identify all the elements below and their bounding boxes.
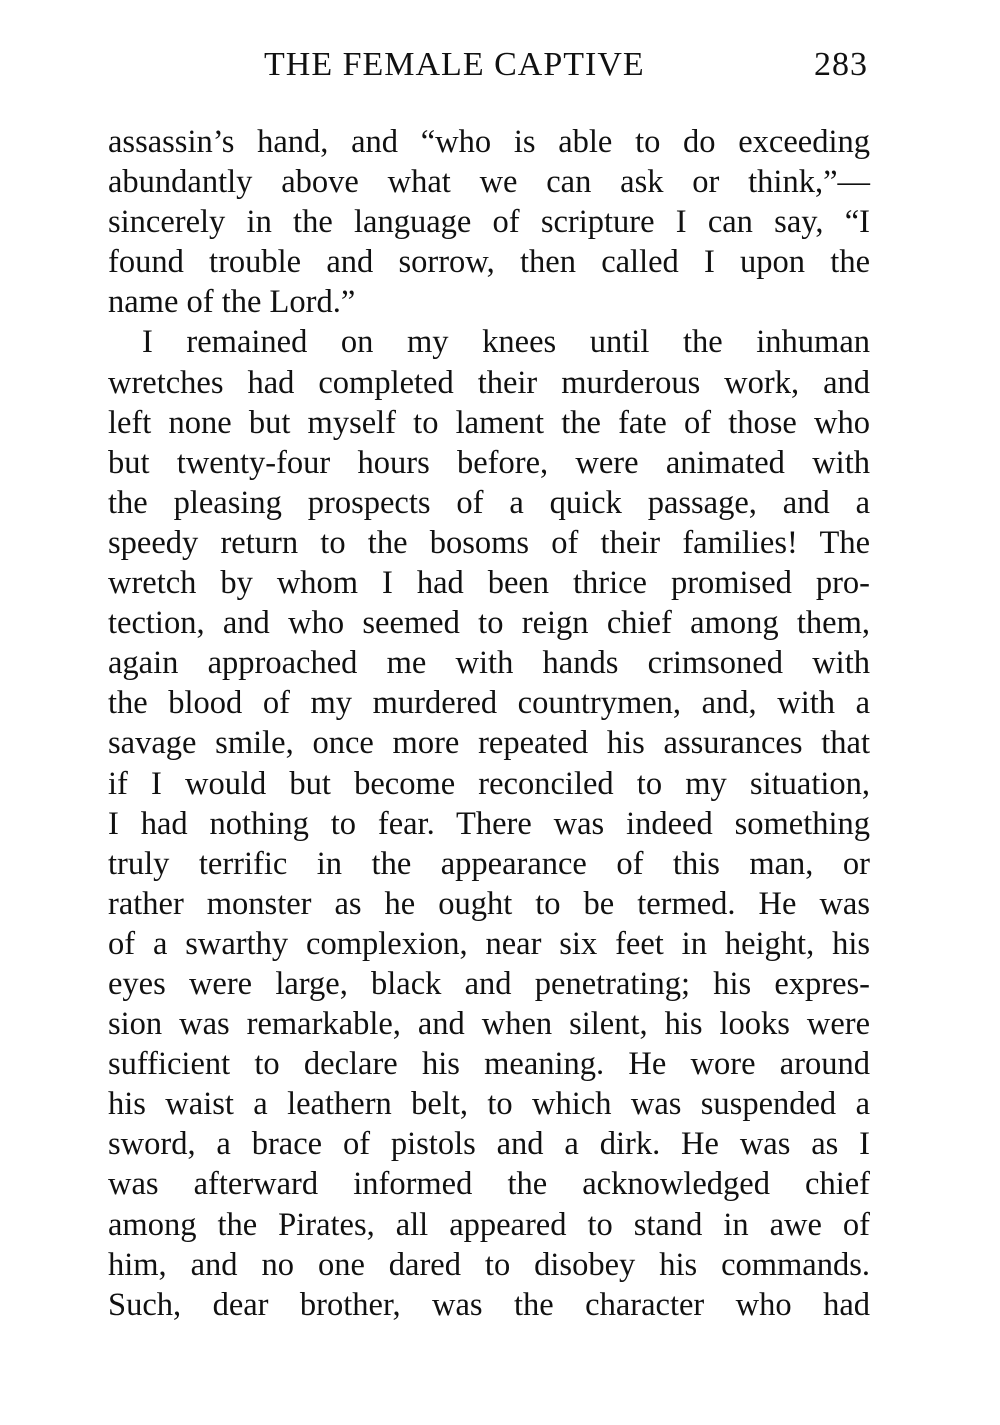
text-line: Such, dear brother, was the character who had xyxy=(108,1286,870,1323)
text-line: found trouble and sorrow, then called I upon the xyxy=(108,244,870,281)
text-line: truly terrific in the appearance of this man, or xyxy=(108,845,870,882)
text-line: was afterward informed the acknowledged chief xyxy=(108,1166,870,1203)
running-title: THE FEMALE CAPTIVE xyxy=(264,46,645,83)
text-line: among the Pirates, all appeared to stand in awe of xyxy=(108,1206,870,1243)
text-line: of a swarthy complexion, near six feet in height, his xyxy=(108,925,870,962)
page-number: 283 xyxy=(814,46,868,83)
text-line: assassin’s hand, and “who is able to do exceeding xyxy=(108,124,870,160)
text-line: the blood of my murdered countrymen, and, with a xyxy=(108,685,870,722)
body-text xyxy=(108,122,870,1325)
text-line: I had nothing to fear. There was indeed something xyxy=(108,805,870,842)
text-line: wretch by whom I had been thrice promised pro- xyxy=(108,565,870,602)
text-line: sufficient to declare his meaning. He wore around xyxy=(108,1046,870,1083)
text-line: but twenty-four hours before, were animated with xyxy=(108,444,870,481)
text-line: wretches had completed their murderous work, and xyxy=(108,364,870,401)
text-line: sion was remarkable, and when silent, his looks were xyxy=(108,1006,870,1043)
text-line: sincerely in the language of scripture I can say, “I xyxy=(108,204,870,241)
text-line: speedy return to the bosoms of their families! The xyxy=(108,524,870,561)
text-line: sword, a brace of pistols and a dirk. He was as I xyxy=(108,1126,870,1163)
text-line: him, and no one dared to disobey his commands. xyxy=(108,1246,870,1283)
text-line: tection, and who seemed to reign chief among them, xyxy=(108,605,870,642)
text-line: if I would but become reconciled to my situation, xyxy=(108,765,870,802)
text-line: eyes were large, black and penetrating; his expres- xyxy=(108,965,870,1002)
text-line: name of the Lord.” xyxy=(108,284,356,321)
text-line: abundantly above what we can ask or think,”— xyxy=(108,164,870,201)
text-line: left none but myself to lament the fate of those who xyxy=(108,404,870,441)
text-line: again approached me with hands crimsoned with xyxy=(108,645,870,682)
text-line: I remained on my knees until the inhuman xyxy=(142,324,870,361)
text-line: savage smile, once more repeated his assurances that xyxy=(108,725,870,762)
text-line: his waist a leathern belt, to which was suspended a xyxy=(108,1086,870,1123)
text-line: the pleasing prospects of a quick passage, and a xyxy=(108,484,870,521)
running-header xyxy=(108,46,868,92)
text-line: rather monster as he ought to be termed. He was xyxy=(108,885,870,922)
